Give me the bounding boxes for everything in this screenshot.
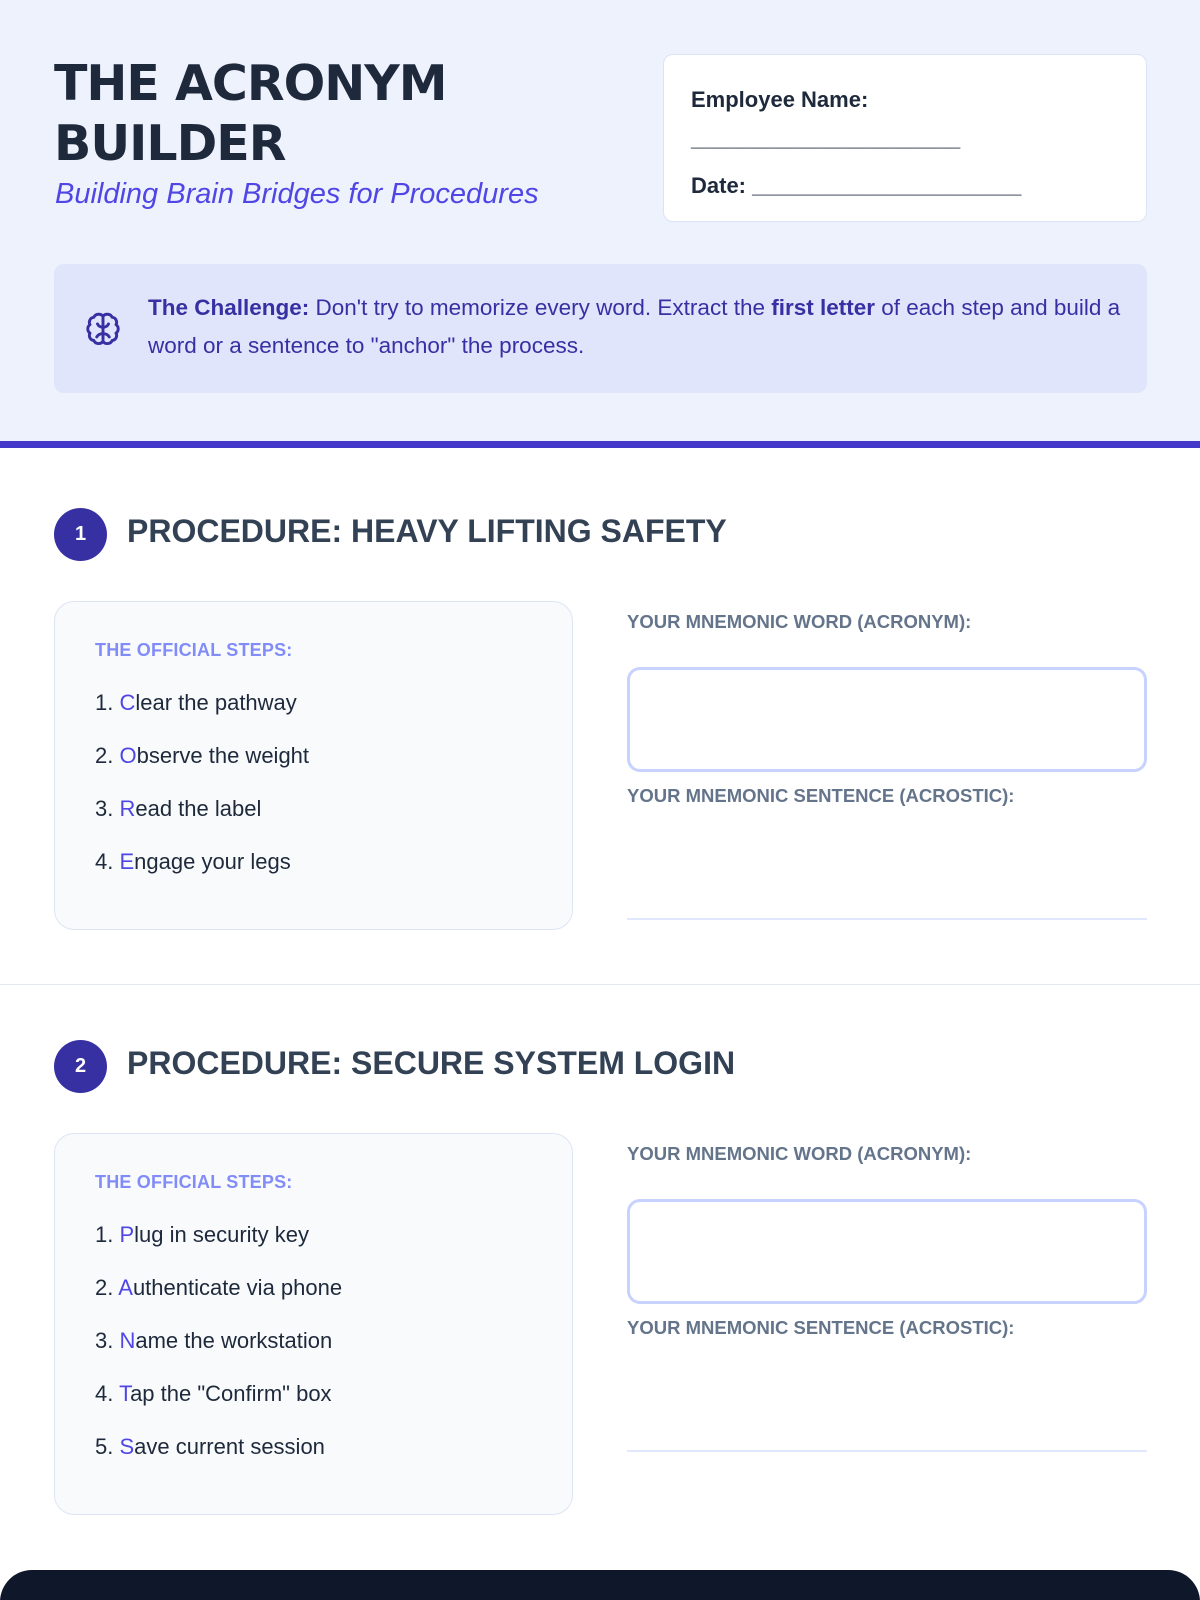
procedure-number-badge: 1 [54, 508, 107, 561]
acrostic-input-line[interactable] [627, 918, 1147, 920]
step-item [95, 848, 532, 876]
steps-heading: THE OFFICIAL STEPS: [95, 640, 293, 660]
step-first-letter: N [119, 1328, 136, 1353]
procedure-title: PROCEDURE: SECURE SYSTEM LOGIN [127, 1045, 736, 1081]
employee-info-card [663, 54, 1147, 222]
official-steps-card [54, 1133, 573, 1515]
step-item [95, 1221, 532, 1249]
step-item [95, 742, 532, 770]
step-text: ap the "Confirm" box [130, 1381, 332, 1406]
step-item [95, 1327, 532, 1355]
step-text: ead the label [135, 796, 262, 821]
challenge-text-after: of each step and build a word or a sentence to "anchor" the process. [148, 295, 1121, 358]
procedure-title: PROCEDURE: HEAVY LIFTING SAFETY [127, 513, 727, 549]
step-number: 2. [95, 743, 120, 768]
acronym-input[interactable] [627, 667, 1147, 772]
step-number: 4. [95, 849, 120, 874]
worksheet-header [0, 0, 1200, 448]
step-first-letter: R [119, 796, 136, 821]
step-first-letter: T [119, 1381, 131, 1406]
brain-icon [81, 308, 125, 352]
page-subtitle: Building Brain Bridges for Procedures [55, 178, 539, 210]
employee-name-label: Employee Name: [691, 87, 869, 112]
steps-heading: THE OFFICIAL STEPS: [95, 1172, 293, 1192]
footer-bar [0, 1570, 1200, 1600]
title-line-2: BUILDER [54, 115, 286, 172]
step-item [95, 795, 532, 823]
step-first-letter: E [119, 849, 135, 874]
step-number: 2. [95, 1275, 119, 1300]
acrostic-label: YOUR MNEMONIC SENTENCE (ACROSTIC): [627, 785, 1015, 806]
challenge-text-before: Don't try to memorize every word. Extract the [309, 295, 772, 320]
step-number: 5. [95, 1434, 120, 1459]
official-steps-card [54, 601, 573, 930]
date-field[interactable]: Date: ______________________ [691, 173, 1022, 198]
acrostic-input-line[interactable] [627, 1450, 1147, 1452]
step-text: bserve the weight [136, 743, 310, 768]
step-text: ave current session [134, 1434, 325, 1459]
step-number: 3. [95, 1328, 120, 1353]
step-text: ngage your legs [134, 849, 291, 874]
step-number: 1. [95, 690, 120, 715]
step-first-letter: S [119, 1434, 135, 1459]
step-first-letter: P [119, 1222, 135, 1247]
step-item [95, 1433, 532, 1461]
step-number: 1. [95, 1222, 120, 1247]
challenge-emphasis: first letter [771, 295, 876, 320]
page-title [54, 54, 574, 174]
acrostic-label: YOUR MNEMONIC SENTENCE (ACROSTIC): [627, 1317, 1015, 1338]
step-first-letter: O [119, 743, 137, 768]
step-number: 3. [95, 796, 120, 821]
procedure-section-2 [0, 985, 1200, 1568]
challenge-text [148, 289, 1128, 365]
title-line-1: THE ACRONYM [54, 55, 447, 112]
step-item [95, 689, 532, 717]
step-number: 4. [95, 1381, 120, 1406]
step-text: ame the workstation [135, 1328, 333, 1353]
challenge-callout [54, 264, 1147, 393]
acronym-input[interactable] [627, 1199, 1147, 1304]
challenge-label: The Challenge: [148, 295, 310, 320]
procedure-section-1 [0, 448, 1200, 985]
acronym-label: YOUR MNEMONIC WORD (ACRONYM): [627, 611, 972, 632]
acronym-label: YOUR MNEMONIC WORD (ACRONYM): [627, 1143, 972, 1164]
step-first-letter: C [119, 690, 136, 715]
step-text: lear the pathway [135, 690, 297, 715]
step-item [95, 1274, 532, 1302]
step-text: uthenticate via phone [132, 1275, 343, 1300]
step-item [95, 1380, 532, 1408]
procedure-number-badge: 2 [54, 1040, 107, 1093]
employee-name-field[interactable]: ______________________ [691, 126, 961, 151]
step-first-letter: A [118, 1275, 133, 1300]
step-text: lug in security key [134, 1222, 310, 1247]
